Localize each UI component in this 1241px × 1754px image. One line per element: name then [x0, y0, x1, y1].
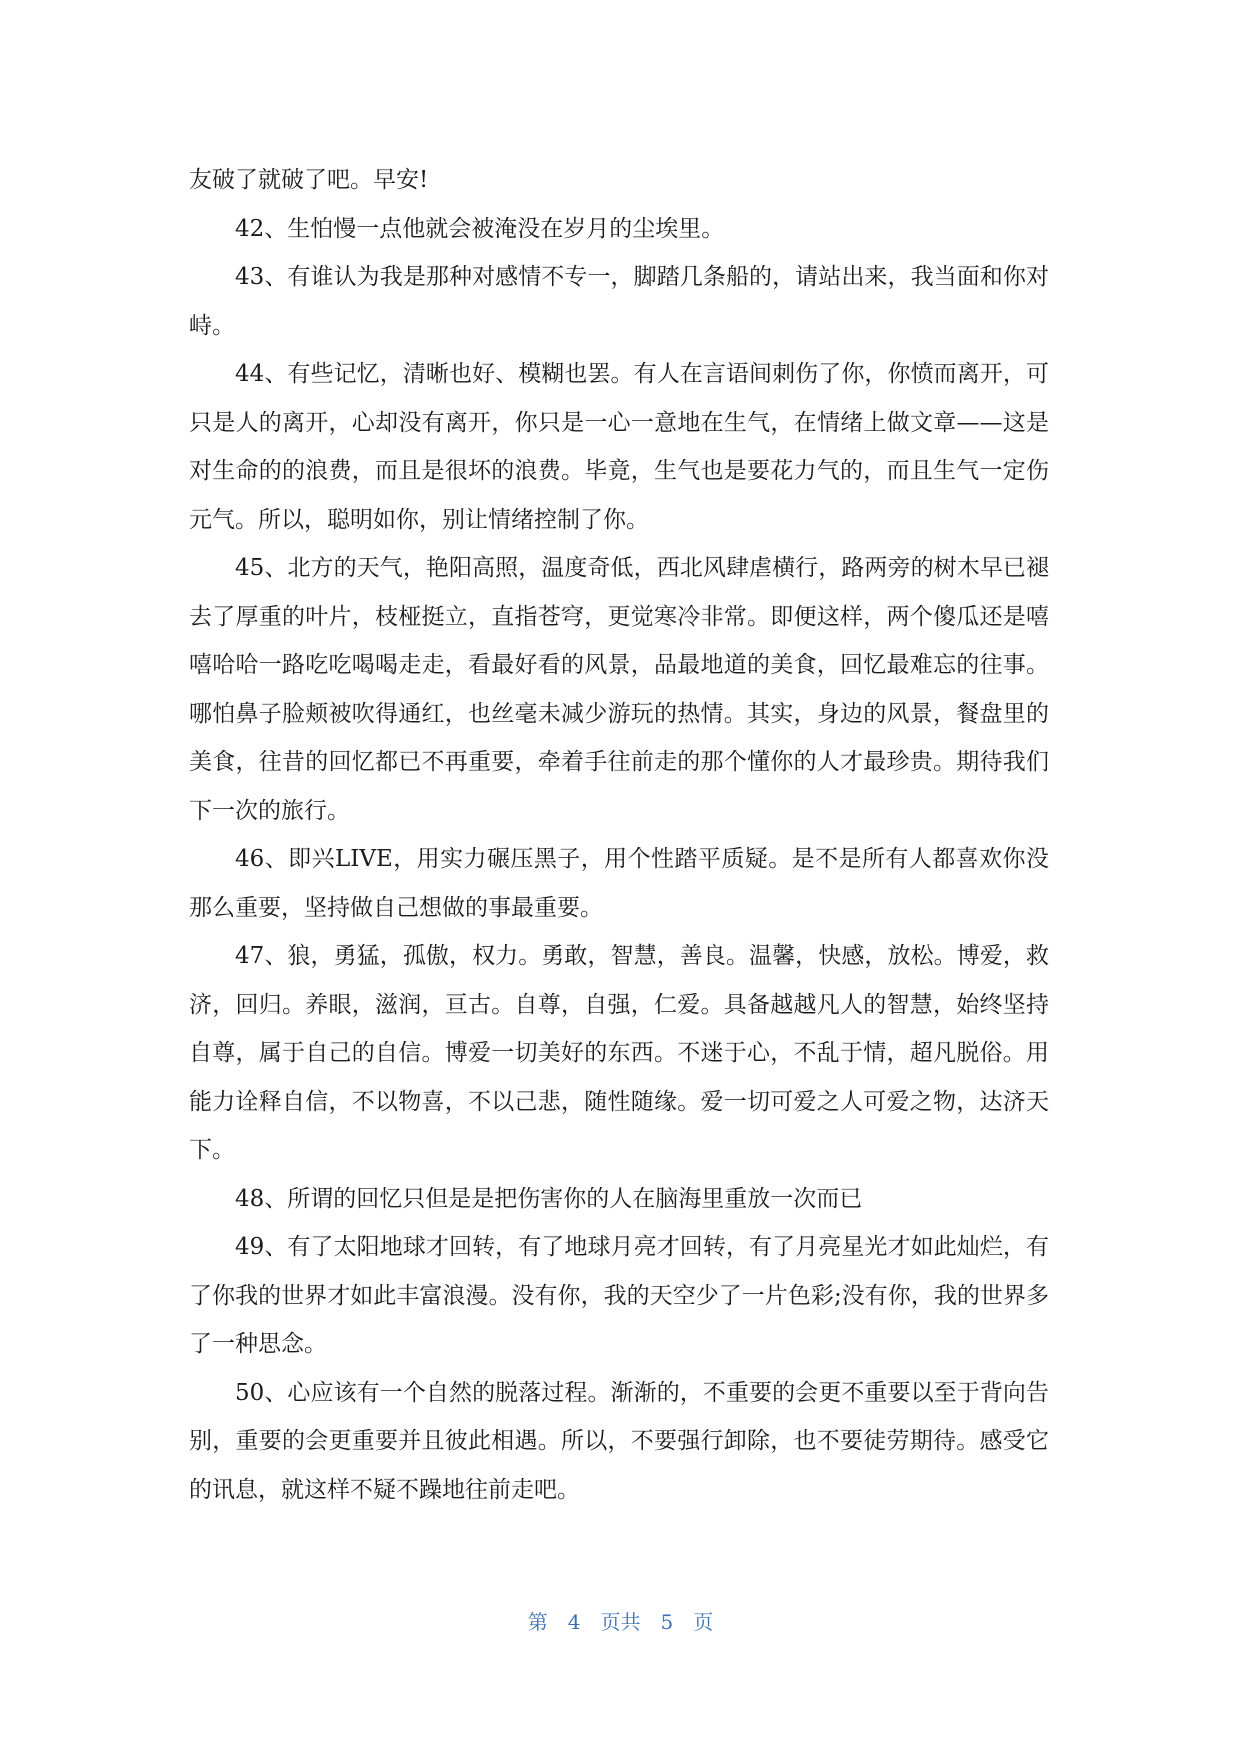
- paragraph-49: 49、有了太阳地球才回转，有了地球月亮才回转，有了月亮星光才如此灿烂，有了你我的世界才如此丰富浪漫。没有你，我的天空少了一片色彩;没有你，我的世界多了一种思念。: [189, 1234, 1049, 1357]
- footer-label-ye-gong: 页共: [600, 1610, 641, 1634]
- paragraph-43: 43、有谁认为我是那种对感情不专一，脚踏几条船的，请站出来，我当面和你对峙。: [189, 264, 1049, 339]
- paragraph-42: 42、生怕慢一点他就会被淹没在岁月的尘埃里。: [235, 215, 725, 242]
- paragraph-45: 45、北方的天气，艳阳高照，温度奇低，西北风肆虐横行，路两旁的树木早已褪去了厚重的叶片，枝桠挺立，直指苍穹，更觉寒冷非常。即便这样，两个傻瓜还是嘻嘻哈哈一路吃吃喝喝走走，看最好看的风景，品最地道的美食，回忆最难忘的往事。哪怕鼻子脸颊被吹得通红，也丝毫未减少游玩的热情。其实，身边的风景，餐盘里的美食，往昔的回忆都已不再重要，牵着手往前走的那个懂你的人才最珍贵。期待我们下一次的旅行。: [189, 555, 1049, 824]
- paragraph-50: 50、心应该有一个自然的脱落过程。渐渐的，不重要的会更不重要以至于背向告别，重要的会更重要并且彼此相遇。所以，不要强行卸除，也不要徒劳期待。感受它的讯息，就这样不疑不躁地往前走吧。: [189, 1379, 1049, 1503]
- paragraph-47: 47、狼，勇猛，孤傲，权力。勇敢，智慧，善良。温馨，快感，放松。博爱，救济，回归。养眼，滋润，亘古。自尊，自强，仁爱。具备越越凡人的智慧，始终坚持自尊，属于自己的自信。博爱一切美好的东西。不迷于心，不乱于情，超凡脱俗。用能力诠释自信，不以物喜，不以己悲，随性随缘。爱一切可爱之人可爱之物，达济天下。: [189, 943, 1049, 1163]
- footer-current-page: 4: [567, 1610, 581, 1634]
- paragraph-44: 44、有些记忆，清晰也好、模糊也罢。有人在言语间刺伤了你，你愤而离开，可只是人的离开，心却没有离开，你只是一心一意地在生气，在情绪上做文章——这是对生命的的浪费，而且是很坏的浪费。毕竟，生气也是要花力气的，而且生气一定伤元气。所以，聪明如你，别让情绪控制了你。: [189, 361, 1049, 533]
- document-body: [189, 156, 1049, 1514]
- paragraph-48: 48、所谓的回忆只但是是把伤害你的人在脑海里重放一次而已: [235, 1185, 863, 1212]
- paragraph-46: 46、即兴LIVE，用实力碾压黑子，用个性踏平质疑。是不是所有人都喜欢你没那么重要，坚持做自己想做的事最重要。: [189, 846, 1049, 921]
- footer-label-di: 第: [527, 1610, 548, 1634]
- footer-label-ye: 页: [693, 1610, 714, 1634]
- page-footer: [0, 1606, 1241, 1635]
- footer-total-pages: 5: [660, 1610, 674, 1634]
- paragraph-continuation: 友破了就破了吧。早安!: [189, 167, 429, 193]
